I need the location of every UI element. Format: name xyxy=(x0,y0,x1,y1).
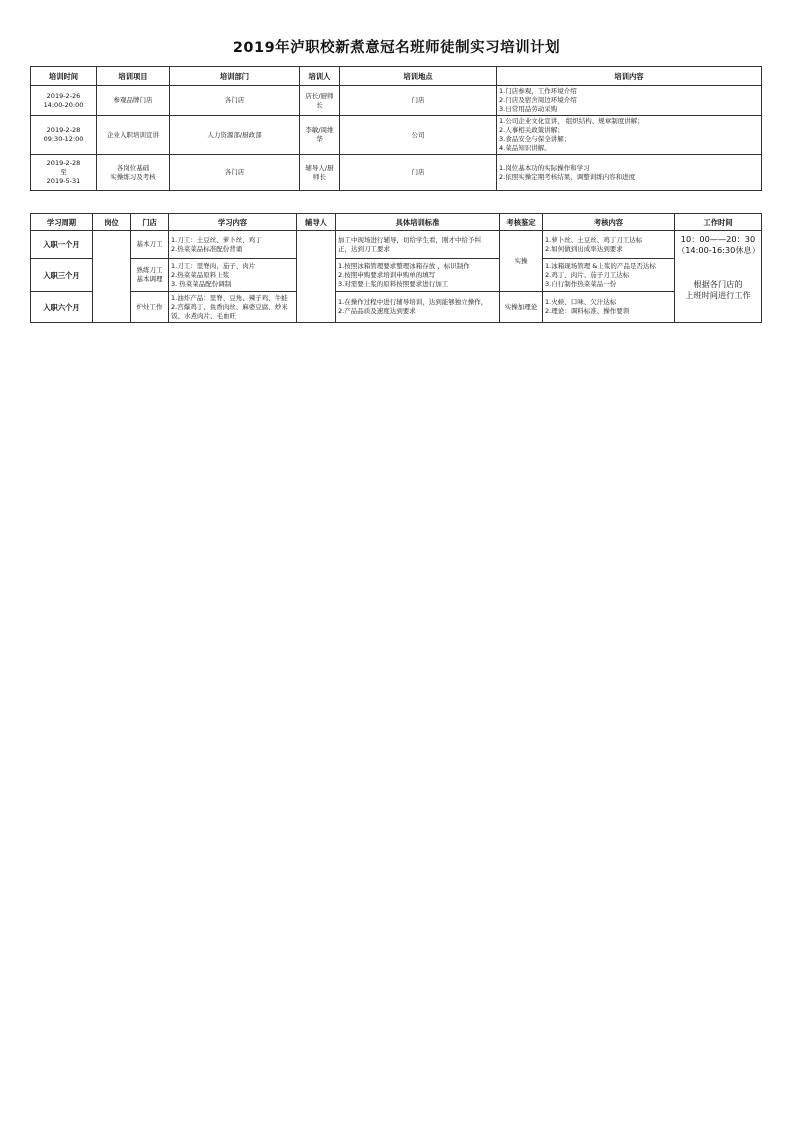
header-cell: 具体培训标准 xyxy=(336,214,500,231)
header-cell: 辅导人 xyxy=(297,214,336,231)
header-cell: 学习内容 xyxy=(169,214,297,231)
store-task: 基本刀工 xyxy=(131,231,169,259)
assessment-content: 1.火候、口味、欠汁达标 2.理论：调料标准、操作要领 xyxy=(543,292,675,323)
header-cell: 工作时间 xyxy=(675,214,762,231)
table-row xyxy=(31,231,762,259)
study-content: 1.刀工：土豆丝、萝卜丝、鸡丁 2.热菜菜品标准配份背诵 xyxy=(169,231,297,259)
table-header-row xyxy=(31,214,762,231)
study-content: 1.油炸产品：里脊、豆角、辣子鸡、牛蛙 2.宫爆鸡丁、鱼香肉丝、麻婆豆腐、炒米 饭、水煮肉片、毛血旺 xyxy=(169,292,297,323)
mentor-cell xyxy=(297,231,336,323)
training-standard: 1.在操作过程中进行辅导培训，达到能够独立操作， 2.产品品质及速度达到要求 xyxy=(336,292,500,323)
training-dept: 人力资源部/厨政部 xyxy=(170,116,300,155)
study-content: 1.刀工：里脊肉、茄子、肉片 2.热菜菜品原料上浆 3. 热菜菜品配份调制 xyxy=(169,259,297,292)
store-task: 熟练刀工 基本调理 xyxy=(131,259,169,292)
header-cell: 培训人 xyxy=(300,67,340,86)
table-row xyxy=(31,116,762,155)
assessment-type: 实操 xyxy=(500,231,543,292)
training-time: 2019-2-28 至 2019-5-31 xyxy=(31,155,97,191)
work-time: 10：00——20：30 （14:00-16:30休息） xyxy=(675,231,762,259)
header-cell: 培训内容 xyxy=(497,67,762,86)
training-content: 1.门店参观，工作环境介绍 2.门店及宿舍周边环境介绍 3.日常用品劳动采购 xyxy=(497,86,762,116)
header-cell: 学习周期 xyxy=(31,214,93,231)
header-cell: 岗位 xyxy=(93,214,131,231)
training-place: 门店 xyxy=(340,155,497,191)
position-cell xyxy=(93,231,131,323)
page-title: 2019年泸职校新煮意冠名班师徒制实习培训计划 xyxy=(232,40,561,56)
header-cell: 考核内容 xyxy=(543,214,675,231)
training-content: 1.岗位基本功的实际操作和学习 2.依照实操定期考核结果，调整训练内容和进度 xyxy=(497,155,762,191)
work-time-note: 根据各门店的 上班时间进行工作 xyxy=(675,259,762,323)
training-plan-table xyxy=(30,66,762,191)
assessment-content: 1.萝卜丝、土豆丝、鸡丁刀工达标 2.如何做到出成率达到要求 xyxy=(543,231,675,259)
study-schedule-table xyxy=(30,213,762,323)
trainer: 辅导人/厨 师长 xyxy=(300,155,340,191)
training-time: 2019-2-28 09:30-12:00 xyxy=(31,116,97,155)
table-row xyxy=(31,86,762,116)
training-place: 门店 xyxy=(340,86,497,116)
header-cell: 培训项目 xyxy=(97,67,170,86)
table-row xyxy=(31,292,762,323)
trainer: 店长/厨师 长 xyxy=(300,86,340,116)
header-cell: 培训地点 xyxy=(340,67,497,86)
study-period: 入职一个月 xyxy=(31,231,93,259)
assessment-content: 1.冰箱现场管理 &上浆的产品是否达标 2.鸡丁、肉片、茄子刀工达标 3.自行制作热菜菜品一份 xyxy=(543,259,675,292)
trainer: 李敏/周维 华 xyxy=(300,116,340,155)
header-cell: 培训部门 xyxy=(170,67,300,86)
table-row xyxy=(31,155,762,191)
training-content: 1.公司企业文化宣讲， 组织结构、规章制度讲解； 2.人事相关政策讲解； 3.食品安全与保全讲解； 4.菜品知识讲解。 xyxy=(497,116,762,155)
assessment-type: 实操加理论 xyxy=(500,292,543,323)
header-cell: 考核鉴定 xyxy=(500,214,543,231)
study-period: 入职六个月 xyxy=(31,292,93,323)
table-row xyxy=(31,259,762,292)
training-project: 各岗位基础 实操练习及考核 xyxy=(97,155,170,191)
training-place: 公司 xyxy=(340,116,497,155)
training-project: 参观品牌门店 xyxy=(97,86,170,116)
study-period: 入职三个月 xyxy=(31,259,93,292)
header-cell: 培训时间 xyxy=(31,67,97,86)
store-task: 炉灶工作 xyxy=(131,292,169,323)
training-standard: 1.按照冰箱管理要求整理冰箱存放 、标识制作 2.按照申购要求培训申购单的填写 3.对需要上浆的原料按照要求进行加工 xyxy=(336,259,500,292)
training-project: 企业入职培训宣讲 xyxy=(97,116,170,155)
training-time: 2019-2-26 14:00-20:00 xyxy=(31,86,97,116)
header-cell: 门店 xyxy=(131,214,169,231)
training-dept: 各门店 xyxy=(170,86,300,116)
table-header-row xyxy=(31,67,762,86)
training-standard: 加工中现场进行辅导，切给学生看，刚才中给予纠 正，达到刀工要求 xyxy=(336,231,500,259)
training-dept: 各门店 xyxy=(170,155,300,191)
